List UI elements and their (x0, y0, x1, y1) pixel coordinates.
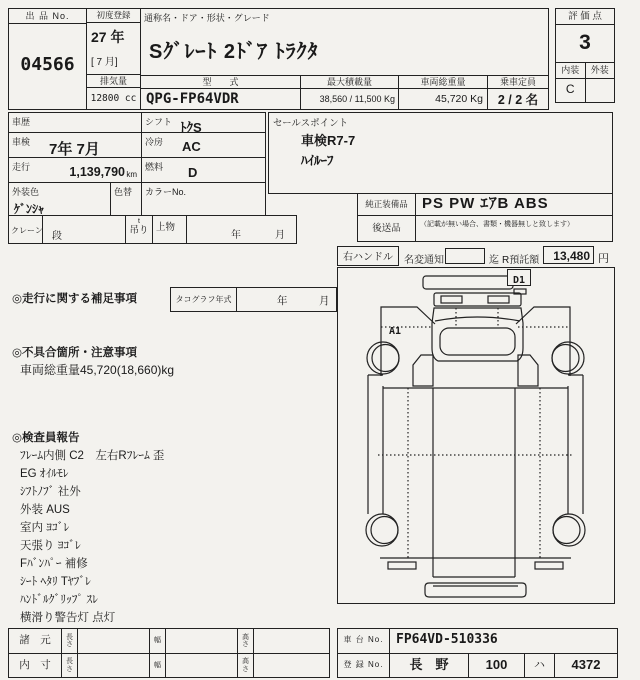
first-reg-box (86, 8, 141, 110)
inspection-box (8, 132, 142, 158)
ac-value: AC (182, 139, 201, 154)
model-code-value: QPG-FP64VDR (146, 91, 239, 107)
mileage-unit: km (126, 170, 137, 179)
chassis-frame (433, 388, 515, 577)
inspector-line: 横滑り警告灯 点灯 (20, 612, 116, 624)
ext-color-box (8, 182, 111, 216)
inspector-line: ｼﾌﾄﾉﾌﾞ 社外 (20, 486, 81, 498)
history-label: 車歴 (12, 117, 31, 127)
ac-box (141, 132, 266, 158)
interior-label: 内装 (561, 65, 580, 75)
inspection-label: 車検 (12, 137, 31, 147)
deposit-field (543, 246, 594, 264)
max-load-label: 最大積載量 (301, 76, 398, 89)
shift-box (141, 112, 266, 133)
specs-width-value (165, 629, 237, 653)
rhd-box (337, 246, 399, 266)
deposit-label: R預託額 (502, 255, 540, 266)
specs-label: 諸 元 (19, 634, 51, 646)
table-row-registration (338, 653, 617, 677)
specs-height-label: 高さ (242, 633, 249, 648)
tacho-label-box (170, 287, 237, 312)
color-no-label: カラーNo. (145, 187, 187, 197)
defects-title: ◎不具合箇所・注意事項 (12, 347, 138, 359)
reg-class: 100 (468, 654, 524, 677)
interior-grade: C (565, 82, 575, 96)
mileage-note-title: ◎走行に関する補足事項 (12, 293, 138, 305)
right-fender (516, 307, 570, 376)
inspector-line: EG ｵｲﾙﾓﾚ (20, 468, 69, 480)
cab-outline (432, 308, 523, 361)
name-change-label: 名変通知 (404, 255, 444, 266)
crane-uwamono-box (152, 215, 187, 244)
crane-month-label: 月 (275, 230, 285, 241)
chassis-no-value: FP64VD-510336 (389, 629, 617, 653)
score-label: 評 価 点 (556, 9, 614, 25)
crane-tsuri-label: 吊り (129, 225, 149, 236)
inner-height-label: 高さ (242, 658, 249, 673)
inspector-line: ﾊﾝﾄﾞﾙｸﾞﾘｯﾌﾟ ｽﾚ (20, 594, 98, 606)
mileage-label: 走行 (12, 162, 31, 172)
oem-equipment-value: PS PW ｴｱB ABS (422, 195, 549, 212)
crane-uwamono-label: 上物 (156, 222, 176, 233)
rear-bumper (425, 583, 526, 597)
name-change-until: 迄 (489, 255, 499, 266)
model-name-label: 通称名・ドア・形状・グレード (144, 13, 270, 23)
dimensions-table (8, 628, 330, 678)
defects-line-1: 車両総重量45,720(18,660)kg (20, 363, 175, 377)
tacho-year-label: 年 (277, 295, 288, 307)
fuel-label: 燃料 (145, 162, 164, 172)
crane-label: クレーン (11, 226, 43, 235)
inspector-line: 外装 AUS (20, 504, 70, 516)
capacity-label: 乗車定員 (488, 76, 548, 89)
auction-no-box (8, 8, 87, 110)
model-name-value: Sｸﾞﾚｰﾄ 2ﾄﾞｱ ﾄﾗｸﾀ (149, 41, 319, 63)
displacement-value: 12800 cc (90, 93, 137, 104)
auction-no-label: 出 品 No. (9, 9, 86, 24)
displacement-label: 排気量 (87, 75, 140, 88)
crane-dan-label: 段 (52, 231, 62, 242)
inner-length-label: 長さ (66, 658, 73, 673)
table-row-inner (9, 653, 329, 677)
reg-area: 長 野 (389, 654, 468, 677)
inspector-line: 室内 ﾖｺﾞﾚ (20, 522, 70, 534)
crane-tsuri-box (125, 215, 153, 244)
color-change-box (110, 182, 142, 216)
ext-color-value: ｹﾞﾝｼｬ (14, 202, 45, 216)
sales-point-label: セールスポイント (273, 118, 349, 129)
chassis-no-label: 車 台 No. (343, 635, 384, 644)
crane-year-label: 年 (231, 230, 241, 241)
mileage-box (8, 157, 142, 183)
inspector-line: ﾌﾚｰﾑ内側 C2 左右Rﾌﾚｰﾑ 歪 (20, 450, 165, 462)
sales-point-line-1: 車検R7-7 (301, 133, 356, 148)
ext-color-label: 外装色 (12, 187, 40, 197)
crane-t-unit: t (138, 218, 140, 225)
front-bumper (423, 276, 513, 289)
name-change-field (445, 248, 485, 264)
inner-width-value (165, 654, 237, 677)
specs-length-label: 長さ (66, 633, 73, 648)
history-box (8, 112, 142, 133)
table-row-specs (9, 629, 329, 653)
inspector-line: ｼｰﾄ ﾍﾀﾘ Tﾔﾌﾞﾚ (20, 576, 91, 588)
deposit-unit: 円 (598, 253, 609, 265)
exterior-label: 外装 (585, 63, 615, 78)
exterior-grade (585, 79, 615, 102)
later-items-note: （記載が無い場合、書類・機器無しと致します） (420, 221, 574, 228)
reg-no-label: 登 録 No. (343, 660, 384, 669)
capacity-value: 2 / 2 名 (497, 93, 539, 107)
crane-year-month-box (186, 215, 297, 244)
crane-label-box (8, 215, 43, 244)
ac-label: 冷房 (145, 137, 164, 147)
score-value: 3 (556, 25, 614, 63)
damage-marker-d1: D1 (507, 269, 531, 286)
reg-number: 4372 (554, 654, 617, 677)
shift-value: ﾄｸS (180, 120, 202, 135)
sales-point-line-2: ﾊｲﾙｰﾌ (301, 153, 334, 168)
score-box (555, 8, 615, 103)
first-reg-year: 27 年 (91, 29, 125, 45)
shift-label: シフト (145, 117, 173, 127)
oem-equipment-box (357, 193, 613, 216)
specs-height-value (253, 629, 329, 653)
inner-label: 内 寸 (19, 659, 51, 671)
inspector-title: ◎検査員報告 (12, 432, 80, 444)
specs-length-value (77, 629, 149, 653)
max-load-value: 38,560 / 11,500 Kg (319, 94, 395, 104)
model-name-box (140, 8, 549, 110)
registration-table (337, 628, 618, 678)
left-fender (381, 307, 435, 376)
color-no-box (141, 182, 266, 216)
color-change-label: 色替 (114, 187, 133, 197)
damage-marker-a1: A1 (389, 326, 402, 337)
model-code-label: 型 式 (141, 76, 300, 89)
inner-width-label: 幅 (154, 661, 161, 669)
deposit-value: 13,480 (553, 249, 590, 263)
first-reg-label: 初度登録 (87, 9, 140, 23)
fuel-box (141, 157, 266, 183)
inner-height-value (253, 654, 329, 677)
later-items-box (357, 215, 613, 242)
later-items-label: 後送品 (358, 216, 416, 241)
gross-weight-value: 45,720 Kg (435, 93, 483, 105)
truck-top-view-diagram (338, 268, 614, 603)
oem-equipment-label: 純正装備品 (358, 194, 416, 215)
rhd-label: 右ハンドル (343, 252, 393, 263)
inspector-line: 天張り ﾖｺﾞﾚ (20, 540, 81, 552)
inner-length-value (77, 654, 149, 677)
reg-kana: ハ (524, 654, 554, 677)
tacho-value-box (236, 287, 337, 312)
inspection-value: 7年 7月 (49, 141, 100, 158)
inspector-report-list (20, 447, 164, 627)
specs-width-label: 幅 (154, 637, 161, 645)
windshield (440, 328, 515, 355)
gross-weight-label: 車両総重量 (399, 76, 487, 89)
inspector-line: Fﾊﾞﾝﾊﾟｰ 補修 (20, 558, 88, 570)
fuel-value: D (188, 165, 198, 180)
table-row-chassis (338, 629, 617, 653)
crane-dan-box (42, 215, 126, 244)
mileage-value: 1,139,790 (69, 165, 125, 179)
sales-point-box (268, 112, 613, 194)
tacho-month-label: 月 (319, 295, 330, 307)
tacho-label: タコグラフ年式 (175, 295, 232, 304)
first-reg-month: [ 7 月] (91, 57, 118, 68)
vehicle-diagram-box (337, 267, 615, 604)
auction-no-value: 04566 (20, 54, 75, 75)
